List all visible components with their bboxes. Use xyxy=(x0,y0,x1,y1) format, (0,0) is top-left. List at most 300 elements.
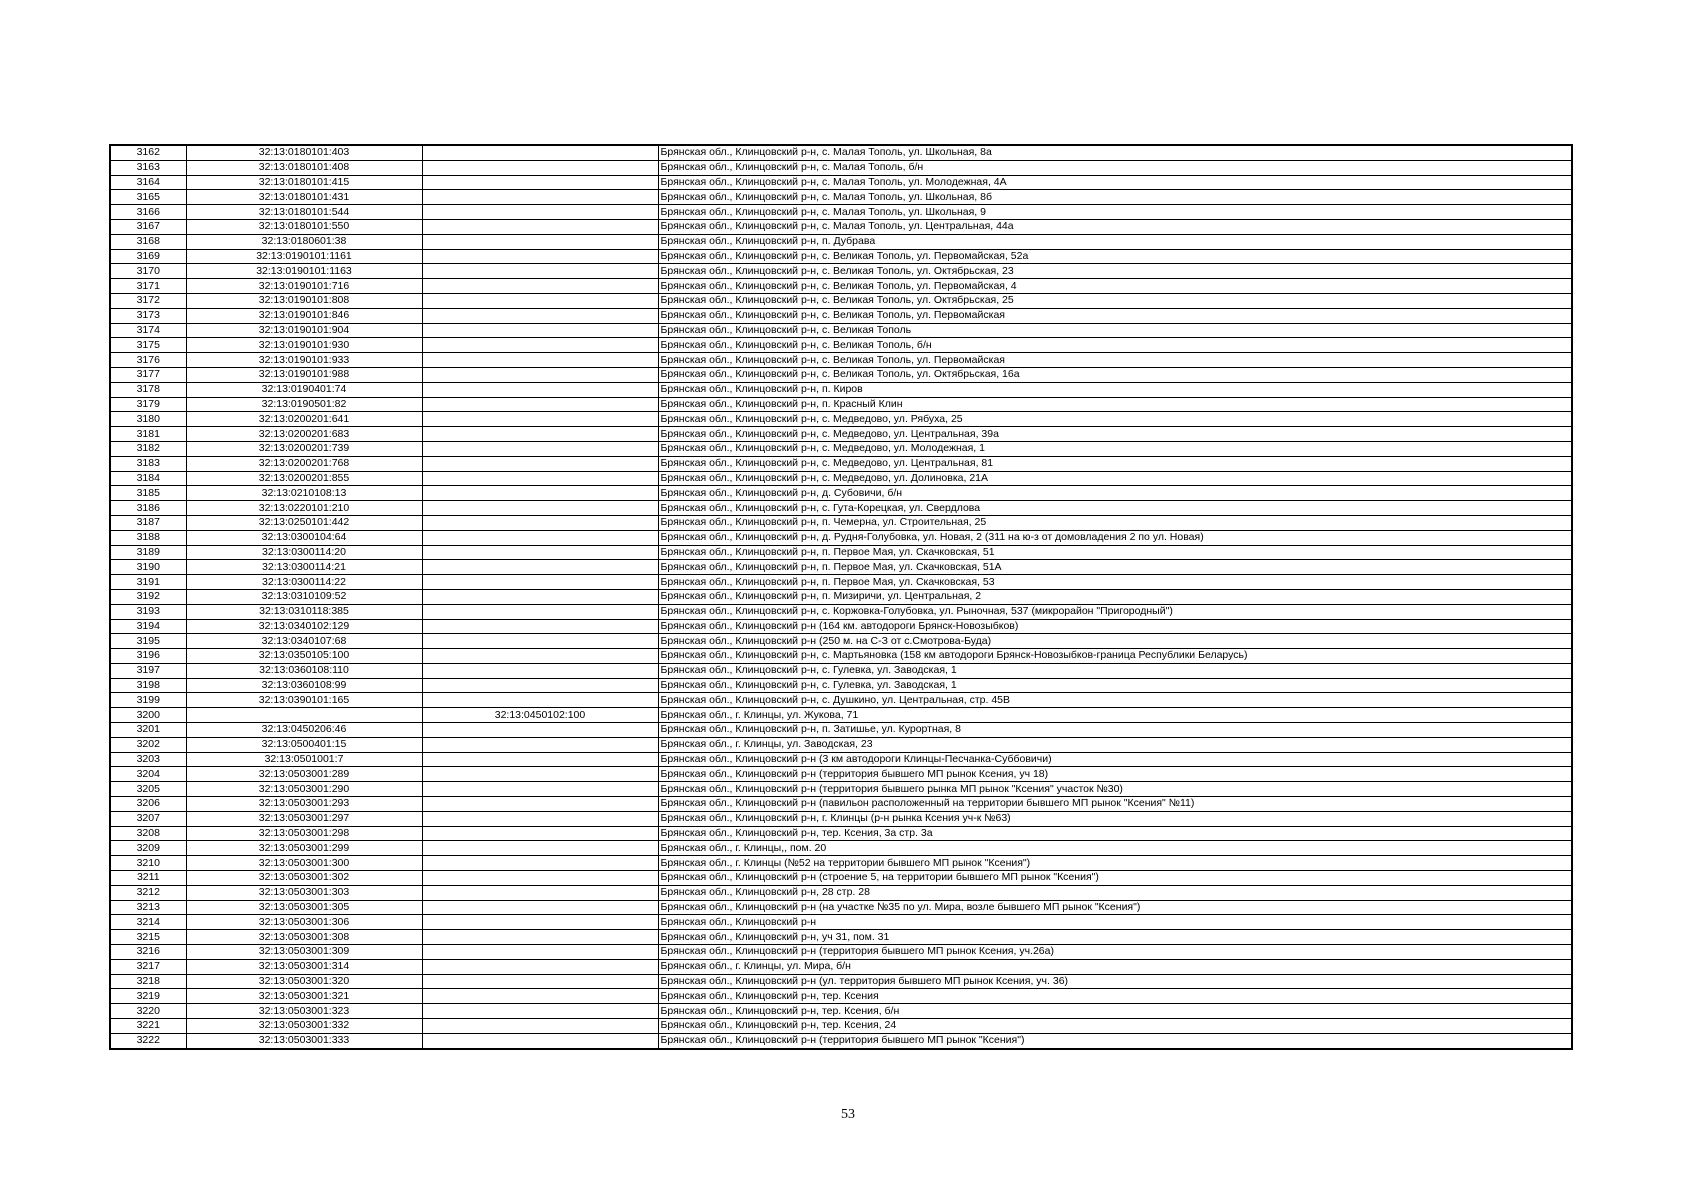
address-cell: Брянская обл., Клинцовский р-н, с. Великая Тополь, ул. Октябрьская, 23 xyxy=(658,264,1572,279)
cadastral-number-alt-cell xyxy=(422,604,658,619)
cadastral-number-alt-cell xyxy=(422,575,658,590)
table-row xyxy=(110,634,1572,649)
cadastral-number-cell: 32:13:0503001:293 xyxy=(186,797,422,812)
row-number-cell: 3212 xyxy=(110,885,186,900)
address-cell: Брянская обл., Клинцовский р-н, п. Красный Клин xyxy=(658,397,1572,412)
table-row xyxy=(110,205,1572,220)
cadastral-number-cell xyxy=(186,708,422,723)
row-number-cell: 3193 xyxy=(110,604,186,619)
table-row xyxy=(110,737,1572,752)
cadastral-number-cell: 32:13:0503001:305 xyxy=(186,900,422,915)
cadastral-number-cell: 32:13:0180101:550 xyxy=(186,219,422,234)
cadastral-number-alt-cell xyxy=(422,293,658,308)
cadastral-number-cell: 32:13:0503001:299 xyxy=(186,841,422,856)
table-row xyxy=(110,397,1572,412)
table-row xyxy=(110,323,1572,338)
table-row xyxy=(110,471,1572,486)
table-row xyxy=(110,782,1572,797)
cadastral-number-alt-cell xyxy=(422,811,658,826)
table-row xyxy=(110,575,1572,590)
cadastral-number-cell: 32:13:0220101:210 xyxy=(186,501,422,516)
cadastral-number-alt-cell xyxy=(422,900,658,915)
address-cell: Брянская обл., Клинцовский р-н, д. Рудня-Голубовка, ул. Новая, 2 (311 на ю-з от домовладения 2 по ул. Новая) xyxy=(658,530,1572,545)
address-cell: Брянская обл., Клинцовский р-н (территория бывшего рынка МП рынок "Ксения" участок №30) xyxy=(658,782,1572,797)
row-number-cell: 3169 xyxy=(110,249,186,264)
address-cell: Брянская обл., Клинцовский р-н, с. Малая Тополь, ул. Молодежная, 4А xyxy=(658,175,1572,190)
table-row xyxy=(110,885,1572,900)
address-cell: Брянская обл., г. Клинцы, ул. Жукова, 71 xyxy=(658,708,1572,723)
cadastral-number-cell: 32:13:0503001:303 xyxy=(186,885,422,900)
table-row xyxy=(110,279,1572,294)
cadastral-number-alt-cell xyxy=(422,397,658,412)
cadastral-number-alt-cell xyxy=(422,723,658,738)
cadastral-number-cell: 32:13:0503001:309 xyxy=(186,945,422,960)
address-cell: Брянская обл., Клинцовский р-н, с. Великая Тополь, ул. Первомайская, 52а xyxy=(658,249,1572,264)
address-cell: Брянская обл., Клинцовский р-н (территория бывшего МП рынок Ксения, уч.26а) xyxy=(658,945,1572,960)
address-cell: Брянская обл., Клинцовский р-н, с. Великая Тополь, ул. Октябрьская, 25 xyxy=(658,293,1572,308)
row-number-cell: 3199 xyxy=(110,693,186,708)
address-cell: Брянская обл., Клинцовский р-н (250 м. на С-З от с.Смотрова-Буда) xyxy=(658,634,1572,649)
cadastral-number-cell: 32:13:0503001:321 xyxy=(186,989,422,1004)
cadastral-number-cell: 32:13:0190101:930 xyxy=(186,338,422,353)
table-row xyxy=(110,219,1572,234)
cadastral-number-alt-cell xyxy=(422,1004,658,1019)
row-number-cell: 3210 xyxy=(110,856,186,871)
cadastral-number-cell: 32:13:0300114:21 xyxy=(186,560,422,575)
table-row xyxy=(110,649,1572,664)
cadastral-number-alt-cell xyxy=(422,930,658,945)
address-cell: Брянская обл., Клинцовский р-н, п. Первое Мая, ул. Скачковская, 53 xyxy=(658,575,1572,590)
row-number-cell: 3217 xyxy=(110,959,186,974)
address-cell: Брянская обл., Клинцовский р-н, п. Мизиричи, ул. Центральная, 2 xyxy=(658,589,1572,604)
cadastral-number-alt-cell xyxy=(422,915,658,930)
cadastral-number-cell: 32:13:0390101:165 xyxy=(186,693,422,708)
address-cell: Брянская обл., Клинцовский р-н, с. Малая Тополь, ул. Школьная, 9 xyxy=(658,205,1572,220)
row-number-cell: 3201 xyxy=(110,723,186,738)
address-cell: Брянская обл., Клинцовский р-н (164 км. автодороги Брянск-Новозыбков) xyxy=(658,619,1572,634)
table-row xyxy=(110,353,1572,368)
cadastral-number-alt-cell xyxy=(422,249,658,264)
table-row xyxy=(110,441,1572,456)
table-row xyxy=(110,959,1572,974)
row-number-cell: 3185 xyxy=(110,486,186,501)
address-cell: Брянская обл., г. Клинцы (№52 на территории бывшего МП рынок "Ксения") xyxy=(658,856,1572,871)
registry-table xyxy=(109,144,1573,1050)
cadastral-number-alt-cell xyxy=(422,530,658,545)
table-row xyxy=(110,811,1572,826)
row-number-cell: 3204 xyxy=(110,767,186,782)
row-number-cell: 3203 xyxy=(110,752,186,767)
row-number-cell: 3164 xyxy=(110,175,186,190)
cadastral-number-cell: 32:13:0503001:320 xyxy=(186,974,422,989)
table-row xyxy=(110,945,1572,960)
address-cell: Брянская обл., Клинцовский р-н, с. Малая Тополь, ул. Школьная, 8а xyxy=(658,145,1572,160)
row-number-cell: 3181 xyxy=(110,427,186,442)
cadastral-number-alt-cell xyxy=(422,885,658,900)
row-number-cell: 3206 xyxy=(110,797,186,812)
cadastral-number-alt-cell xyxy=(422,308,658,323)
cadastral-number-cell: 32:13:0190401:74 xyxy=(186,382,422,397)
address-cell: Брянская обл., Клинцовский р-н, п. Затишье, ул. Курортная, 8 xyxy=(658,723,1572,738)
table-row xyxy=(110,293,1572,308)
cadastral-number-cell: 32:13:0310109:52 xyxy=(186,589,422,604)
cadastral-number-cell: 32:13:0503001:302 xyxy=(186,871,422,886)
row-number-cell: 3218 xyxy=(110,974,186,989)
address-cell: Брянская обл., Клинцовский р-н, с. Медведово, ул. Долиновка, 21А xyxy=(658,471,1572,486)
table-row xyxy=(110,1019,1572,1034)
cadastral-number-alt-cell xyxy=(422,945,658,960)
row-number-cell: 3174 xyxy=(110,323,186,338)
table-row xyxy=(110,1004,1572,1019)
table-row xyxy=(110,234,1572,249)
cadastral-number-cell: 32:13:0503001:297 xyxy=(186,811,422,826)
address-cell: Брянская обл., Клинцовский р-н, с. Малая Тополь, б/н xyxy=(658,160,1572,175)
cadastral-number-alt-cell xyxy=(422,589,658,604)
table-row xyxy=(110,1033,1572,1048)
cadastral-number-alt-cell xyxy=(422,427,658,442)
address-cell: Брянская обл., Клинцовский р-н, с. Великая Тополь, б/н xyxy=(658,338,1572,353)
row-number-cell: 3170 xyxy=(110,264,186,279)
cadastral-number-cell: 32:13:0350105:100 xyxy=(186,649,422,664)
cadastral-number-cell: 32:13:0503001:314 xyxy=(186,959,422,974)
cadastral-number-alt-cell xyxy=(422,871,658,886)
table-row xyxy=(110,175,1572,190)
cadastral-number-cell: 32:13:0503001:333 xyxy=(186,1033,422,1048)
cadastral-number-cell: 32:13:0180101:431 xyxy=(186,190,422,205)
table-row xyxy=(110,264,1572,279)
address-cell: Брянская обл., г. Клинцы, ул. Заводская, 23 xyxy=(658,737,1572,752)
table-row xyxy=(110,871,1572,886)
table-row xyxy=(110,604,1572,619)
address-cell: Брянская обл., г. Клинцы, ул. Мира, б/н xyxy=(658,959,1572,974)
table-row xyxy=(110,841,1572,856)
cadastral-number-alt-cell xyxy=(422,797,658,812)
row-number-cell: 3171 xyxy=(110,279,186,294)
address-cell: Брянская обл., Клинцовский р-н (на участке №35 по ул. Мира, возле бывшего МП рынок "Ксения") xyxy=(658,900,1572,915)
row-number-cell: 3208 xyxy=(110,826,186,841)
row-number-cell: 3190 xyxy=(110,560,186,575)
row-number-cell: 3214 xyxy=(110,915,186,930)
address-cell: Брянская обл., Клинцовский р-н, тер. Ксения, б/н xyxy=(658,1004,1572,1019)
row-number-cell: 3195 xyxy=(110,634,186,649)
cadastral-number-cell: 32:13:0503001:290 xyxy=(186,782,422,797)
table-row xyxy=(110,663,1572,678)
row-number-cell: 3213 xyxy=(110,900,186,915)
address-cell: Брянская обл., Клинцовский р-н, тер. Ксения xyxy=(658,989,1572,1004)
address-cell: Брянская обл., Клинцовский р-н, тер. Ксения, 3а стр. 3а xyxy=(658,826,1572,841)
row-number-cell: 3215 xyxy=(110,930,186,945)
row-number-cell: 3177 xyxy=(110,367,186,382)
cadastral-number-alt-cell xyxy=(422,382,658,397)
cadastral-number-cell: 32:13:0180101:403 xyxy=(186,145,422,160)
table-row xyxy=(110,545,1572,560)
cadastral-number-cell: 32:13:0503001:308 xyxy=(186,930,422,945)
address-cell: Брянская обл., Клинцовский р-н (павильон расположенный на территории бывшего МП рынок "Ксения" №11) xyxy=(658,797,1572,812)
row-number-cell: 3202 xyxy=(110,737,186,752)
cadastral-number-cell: 32:13:0190101:716 xyxy=(186,279,422,294)
cadastral-number-cell: 32:13:0210108:13 xyxy=(186,486,422,501)
address-cell: Брянская обл., Клинцовский р-н, с. Великая Тополь, ул. Первомайская xyxy=(658,353,1572,368)
table-row xyxy=(110,900,1572,915)
address-cell: Брянская обл., Клинцовский р-н, с. Мартьяновка (158 км автодороги Брянск-Новозыбков-граница Республики Беларусь) xyxy=(658,649,1572,664)
row-number-cell: 3188 xyxy=(110,530,186,545)
address-cell: Брянская обл., Клинцовский р-н (3 км автодороги Клинцы-Песчанка-Суббовичи) xyxy=(658,752,1572,767)
row-number-cell: 3178 xyxy=(110,382,186,397)
address-cell: Брянская обл., Клинцовский р-н xyxy=(658,915,1572,930)
cadastral-number-cell: 32:13:0180101:408 xyxy=(186,160,422,175)
table-row xyxy=(110,708,1572,723)
address-cell: Брянская обл., Клинцовский р-н (строение 5, на территории бывшего МП рынок "Ксения") xyxy=(658,871,1572,886)
row-number-cell: 3182 xyxy=(110,441,186,456)
row-number-cell: 3211 xyxy=(110,871,186,886)
cadastral-number-cell: 32:13:0190101:933 xyxy=(186,353,422,368)
cadastral-number-cell: 32:13:0190101:904 xyxy=(186,323,422,338)
cadastral-number-cell: 32:13:0503001:323 xyxy=(186,1004,422,1019)
address-cell: Брянская обл., Клинцовский р-н, п. Чемерна, ул. Строительная, 25 xyxy=(658,515,1572,530)
cadastral-number-cell: 32:13:0180601:38 xyxy=(186,234,422,249)
cadastral-number-alt-cell xyxy=(422,205,658,220)
table-row xyxy=(110,974,1572,989)
row-number-cell: 3162 xyxy=(110,145,186,160)
cadastral-number-alt-cell xyxy=(422,515,658,530)
row-number-cell: 3209 xyxy=(110,841,186,856)
cadastral-number-alt-cell xyxy=(422,501,658,516)
cadastral-number-alt-cell xyxy=(422,959,658,974)
cadastral-number-alt-cell xyxy=(422,752,658,767)
row-number-cell: 3180 xyxy=(110,412,186,427)
table-row xyxy=(110,619,1572,634)
registry-body xyxy=(110,145,1572,1049)
row-number-cell: 3222 xyxy=(110,1033,186,1048)
address-cell: Брянская обл., Клинцовский р-н, с. Гулевка, ул. Заводская, 1 xyxy=(658,663,1572,678)
cadastral-number-cell: 32:13:0200201:683 xyxy=(186,427,422,442)
row-number-cell: 3196 xyxy=(110,649,186,664)
row-number-cell: 3216 xyxy=(110,945,186,960)
row-number-cell: 3173 xyxy=(110,308,186,323)
address-cell: Брянская обл., Клинцовский р-н, с. Душкино, ул. Центральная, стр. 45В xyxy=(658,693,1572,708)
cadastral-number-alt-cell xyxy=(422,634,658,649)
table-row xyxy=(110,190,1572,205)
row-number-cell: 3175 xyxy=(110,338,186,353)
cadastral-number-cell: 32:13:0180101:544 xyxy=(186,205,422,220)
cadastral-number-cell: 32:13:0190101:846 xyxy=(186,308,422,323)
table-row xyxy=(110,338,1572,353)
address-cell: Брянская обл., Клинцовский р-н (ул. территория бывшего МП рынок Ксения, уч. 36) xyxy=(658,974,1572,989)
table-row xyxy=(110,515,1572,530)
table-row xyxy=(110,915,1572,930)
row-number-cell: 3176 xyxy=(110,353,186,368)
row-number-cell: 3221 xyxy=(110,1019,186,1034)
cadastral-number-alt-cell xyxy=(422,412,658,427)
table-row xyxy=(110,456,1572,471)
address-cell: Брянская обл., Клинцовский р-н, п. Киров xyxy=(658,382,1572,397)
row-number-cell: 3189 xyxy=(110,545,186,560)
row-number-cell: 3163 xyxy=(110,160,186,175)
address-cell: Брянская обл., Клинцовский р-н, 28 стр. 28 xyxy=(658,885,1572,900)
cadastral-number-cell: 32:13:0503001:332 xyxy=(186,1019,422,1034)
address-cell: Брянская обл., Клинцовский р-н, тер. Ксения, 24 xyxy=(658,1019,1572,1034)
cadastral-number-alt-cell xyxy=(422,782,658,797)
cadastral-number-alt-cell xyxy=(422,190,658,205)
address-cell: Брянская обл., Клинцовский р-н, с. Великая Тополь, ул. Первомайская xyxy=(658,308,1572,323)
table-row xyxy=(110,308,1572,323)
table-row xyxy=(110,382,1572,397)
cadastral-number-alt-cell xyxy=(422,219,658,234)
row-number-cell: 3165 xyxy=(110,190,186,205)
cadastral-number-cell: 32:13:0450206:46 xyxy=(186,723,422,738)
cadastral-number-cell: 32:13:0503001:306 xyxy=(186,915,422,930)
table-row xyxy=(110,160,1572,175)
address-cell: Брянская обл., Клинцовский р-н, с. Гулевка, ул. Заводская, 1 xyxy=(658,678,1572,693)
cadastral-number-cell: 32:13:0200201:855 xyxy=(186,471,422,486)
address-cell: Брянская обл., Клинцовский р-н, с. Малая Тополь, ул. Центральная, 44а xyxy=(658,219,1572,234)
cadastral-number-cell: 32:13:0340102:129 xyxy=(186,619,422,634)
address-cell: Брянская обл., Клинцовский р-н, с. Коржовка-Голубовка, ул. Рыночная, 537 (микрорайон "Пригородный") xyxy=(658,604,1572,619)
table-row xyxy=(110,693,1572,708)
cadastral-number-alt-cell xyxy=(422,338,658,353)
cadastral-number-cell: 32:13:0190101:988 xyxy=(186,367,422,382)
cadastral-number-cell: 32:13:0360108:99 xyxy=(186,678,422,693)
row-number-cell: 3186 xyxy=(110,501,186,516)
cadastral-number-cell: 32:13:0190501:82 xyxy=(186,397,422,412)
table-row xyxy=(110,826,1572,841)
address-cell: Брянская обл., Клинцовский р-н (территория бывшего МП рынок "Ксения") xyxy=(658,1033,1572,1048)
cadastral-number-alt-cell: 32:13:0450102:100 xyxy=(422,708,658,723)
table-row xyxy=(110,989,1572,1004)
cadastral-number-cell: 32:13:0200201:768 xyxy=(186,456,422,471)
page-number: 53 xyxy=(841,1107,855,1122)
cadastral-number-alt-cell xyxy=(422,974,658,989)
cadastral-number-alt-cell xyxy=(422,175,658,190)
cadastral-number-cell: 32:13:0300114:20 xyxy=(186,545,422,560)
cadastral-number-alt-cell xyxy=(422,649,658,664)
cadastral-number-cell: 32:13:0180101:415 xyxy=(186,175,422,190)
cadastral-number-alt-cell xyxy=(422,545,658,560)
cadastral-number-cell: 32:13:0501001:7 xyxy=(186,752,422,767)
table-row xyxy=(110,249,1572,264)
cadastral-number-cell: 32:13:0300114:22 xyxy=(186,575,422,590)
table-row xyxy=(110,145,1572,160)
row-number-cell: 3220 xyxy=(110,1004,186,1019)
address-cell: Брянская обл., Клинцовский р-н, уч 31, пом. 31 xyxy=(658,930,1572,945)
table-row xyxy=(110,530,1572,545)
row-number-cell: 3167 xyxy=(110,219,186,234)
cadastral-number-alt-cell xyxy=(422,353,658,368)
table-row xyxy=(110,486,1572,501)
cadastral-number-cell: 32:13:0340107:68 xyxy=(186,634,422,649)
cadastral-number-cell: 32:13:0250101:442 xyxy=(186,515,422,530)
table-row xyxy=(110,427,1572,442)
cadastral-number-alt-cell xyxy=(422,678,658,693)
cadastral-number-alt-cell xyxy=(422,767,658,782)
address-cell: Брянская обл., Клинцовский р-н, с. Медведово, ул. Центральная, 39а xyxy=(658,427,1572,442)
row-number-cell: 3166 xyxy=(110,205,186,220)
table-row xyxy=(110,797,1572,812)
row-number-cell: 3191 xyxy=(110,575,186,590)
address-cell: Брянская обл., Клинцовский р-н, с. Медведово, ул. Центральная, 81 xyxy=(658,456,1572,471)
cadastral-number-alt-cell xyxy=(422,323,658,338)
address-cell: Брянская обл., Клинцовский р-н (территория бывшего МП рынок Ксения, уч 18) xyxy=(658,767,1572,782)
address-cell: Брянская обл., Клинцовский р-н, п. Дубрава xyxy=(658,234,1572,249)
table-row xyxy=(110,678,1572,693)
address-cell: Брянская обл., Клинцовский р-н, п. Первое Мая, ул. Скачковская, 51 xyxy=(658,545,1572,560)
address-cell: Брянская обл., Клинцовский р-н, с. Великая Тополь, ул. Октябрьская, 16а xyxy=(658,367,1572,382)
cadastral-number-alt-cell xyxy=(422,145,658,160)
row-number-cell: 3219 xyxy=(110,989,186,1004)
row-number-cell: 3168 xyxy=(110,234,186,249)
row-number-cell: 3207 xyxy=(110,811,186,826)
cadastral-number-alt-cell xyxy=(422,234,658,249)
cadastral-number-cell: 32:13:0310118:385 xyxy=(186,604,422,619)
row-number-cell: 3198 xyxy=(110,678,186,693)
cadastral-number-cell: 32:13:0503001:298 xyxy=(186,826,422,841)
cadastral-number-alt-cell xyxy=(422,486,658,501)
cadastral-number-cell: 32:13:0300104:64 xyxy=(186,530,422,545)
cadastral-number-alt-cell xyxy=(422,826,658,841)
table-row xyxy=(110,560,1572,575)
cadastral-number-alt-cell xyxy=(422,1033,658,1048)
table-row xyxy=(110,589,1572,604)
cadastral-number-cell: 32:13:0360108:110 xyxy=(186,663,422,678)
cadastral-number-alt-cell xyxy=(422,471,658,486)
table-row xyxy=(110,412,1572,427)
cadastral-number-alt-cell xyxy=(422,160,658,175)
table-row xyxy=(110,723,1572,738)
cadastral-number-alt-cell xyxy=(422,693,658,708)
table-row xyxy=(110,856,1572,871)
table-row xyxy=(110,752,1572,767)
table-row xyxy=(110,501,1572,516)
address-cell: Брянская обл., Клинцовский р-н, с. Великая Тополь xyxy=(658,323,1572,338)
table-row xyxy=(110,367,1572,382)
table-row xyxy=(110,930,1572,945)
address-cell: Брянская обл., Клинцовский р-н, п. Первое Мая, ул. Скачковская, 51А xyxy=(658,560,1572,575)
cadastral-number-alt-cell xyxy=(422,560,658,575)
row-number-cell: 3183 xyxy=(110,456,186,471)
cadastral-number-alt-cell xyxy=(422,264,658,279)
cadastral-number-alt-cell xyxy=(422,841,658,856)
cadastral-number-alt-cell xyxy=(422,663,658,678)
cadastral-number-alt-cell xyxy=(422,989,658,1004)
address-cell: Брянская обл., Клинцовский р-н, с. Великая Тополь, ул. Первомайская, 4 xyxy=(658,279,1572,294)
row-number-cell: 3172 xyxy=(110,293,186,308)
address-cell: Брянская обл., Клинцовский р-н, с. Гута-Корецкая, ул. Свердлова xyxy=(658,501,1572,516)
cadastral-number-cell: 32:13:0190101:1163 xyxy=(186,264,422,279)
row-number-cell: 3187 xyxy=(110,515,186,530)
cadastral-number-cell: 32:13:0200201:641 xyxy=(186,412,422,427)
cadastral-number-cell: 32:13:0500401:15 xyxy=(186,737,422,752)
address-cell: Брянская обл., Клинцовский р-н, с. Малая Тополь, ул. Школьная, 8б xyxy=(658,190,1572,205)
address-cell: Брянская обл., Клинцовский р-н, с. Медведово, ул. Рябуха, 25 xyxy=(658,412,1572,427)
row-number-cell: 3194 xyxy=(110,619,186,634)
cadastral-number-cell: 32:13:0190101:1161 xyxy=(186,249,422,264)
row-number-cell: 3184 xyxy=(110,471,186,486)
cadastral-number-cell: 32:13:0190101:808 xyxy=(186,293,422,308)
row-number-cell: 3192 xyxy=(110,589,186,604)
cadastral-number-alt-cell xyxy=(422,619,658,634)
cadastral-number-cell: 32:13:0503001:289 xyxy=(186,767,422,782)
cadastral-number-alt-cell xyxy=(422,367,658,382)
table-row xyxy=(110,767,1572,782)
cadastral-number-alt-cell xyxy=(422,737,658,752)
cadastral-number-cell: 32:13:0200201:739 xyxy=(186,441,422,456)
address-cell: Брянская обл., г. Клинцы,, пом. 20 xyxy=(658,841,1572,856)
row-number-cell: 3197 xyxy=(110,663,186,678)
address-cell: Брянская обл., Клинцовский р-н, д. Субовичи, б/н xyxy=(658,486,1572,501)
cadastral-number-alt-cell xyxy=(422,456,658,471)
row-number-cell: 3200 xyxy=(110,708,186,723)
row-number-cell: 3205 xyxy=(110,782,186,797)
